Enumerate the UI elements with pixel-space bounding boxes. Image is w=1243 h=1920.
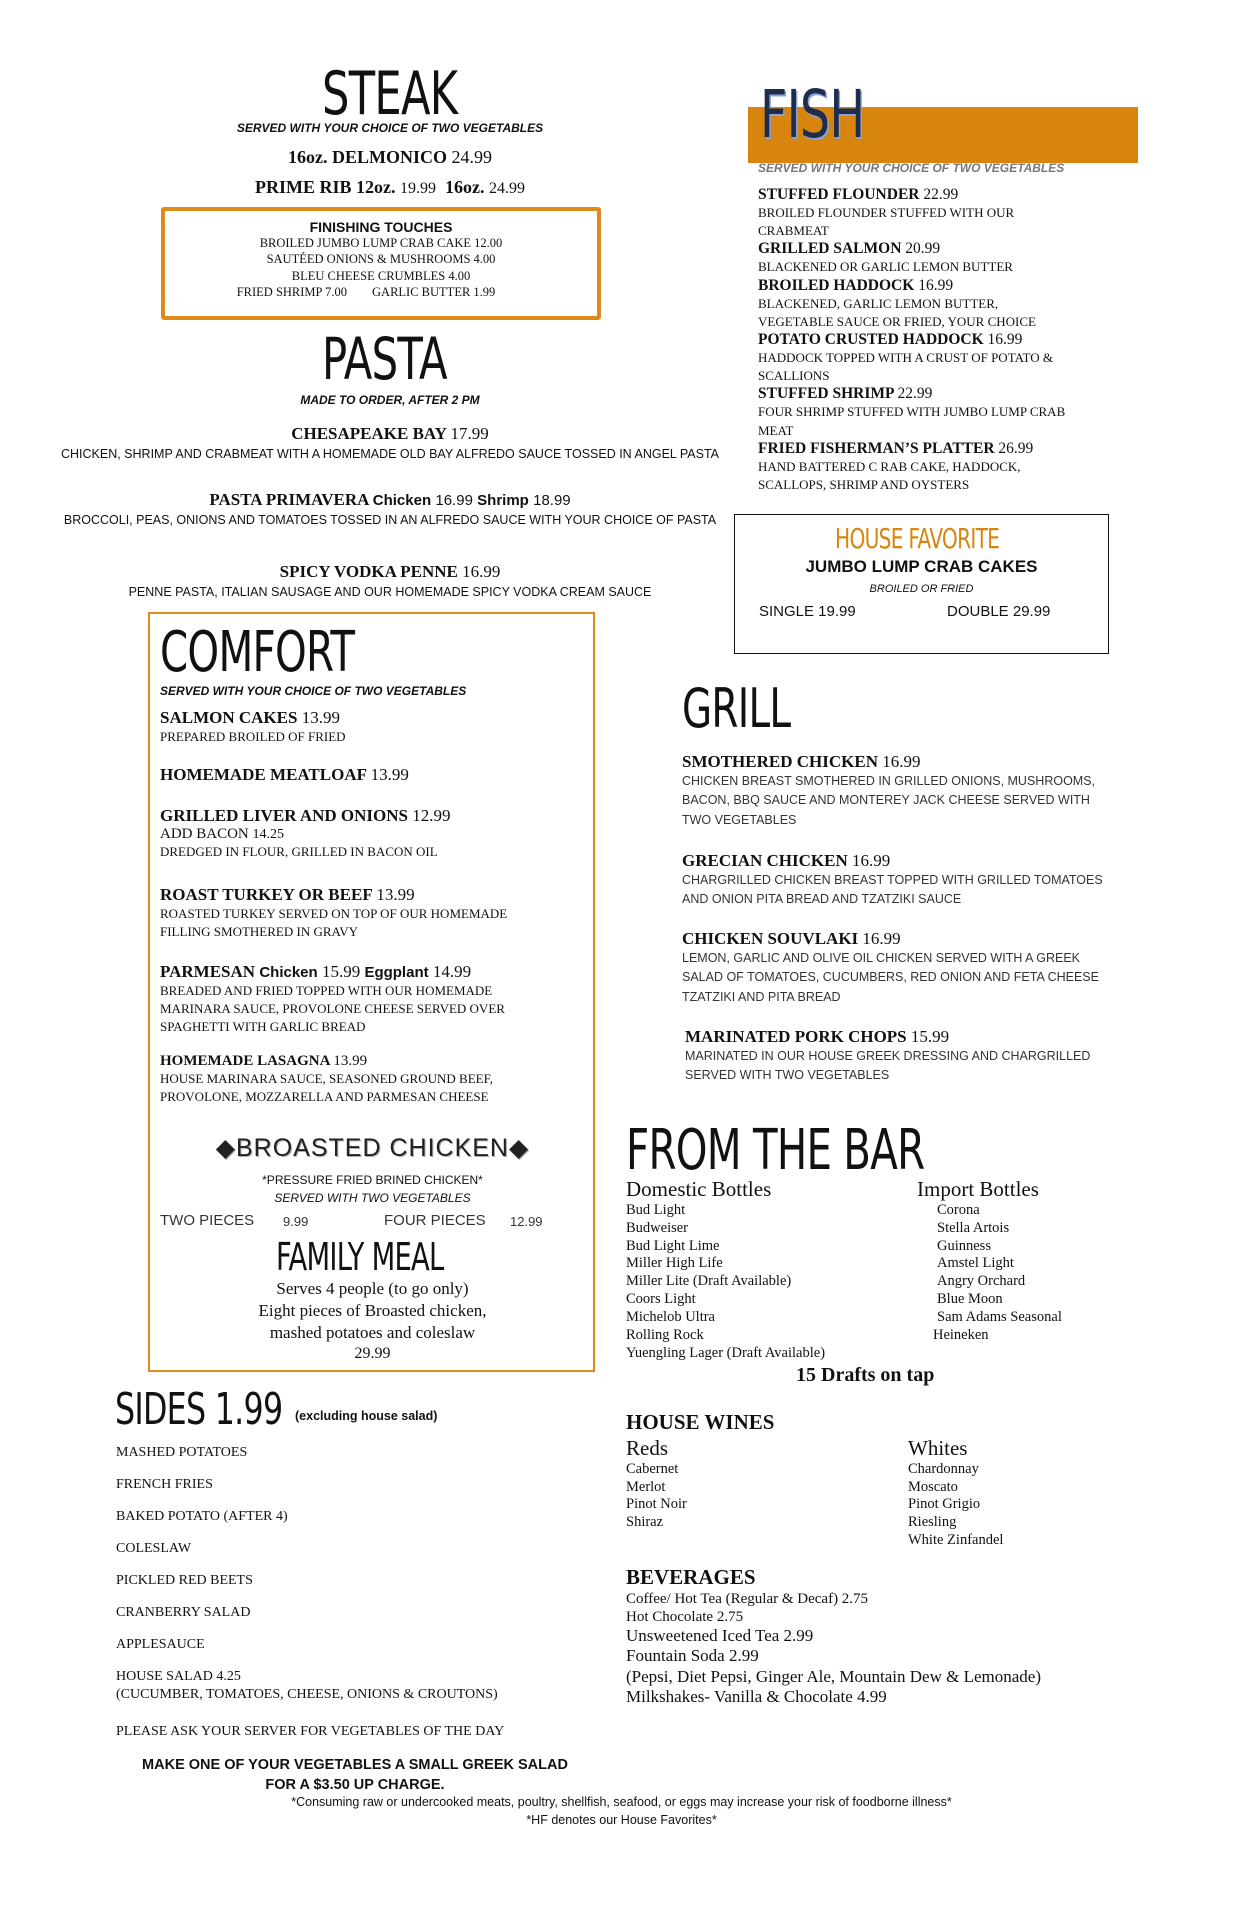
item-desc: ROASTED TURKEY SERVED ON TOP OF OUR HOMEMADE <box>160 906 508 921</box>
shrimp-label: Shrimp <box>477 492 529 509</box>
pasta-subtitle: MADE TO ORDER, AFTER 2 PM <box>300 393 480 407</box>
item-price: 13.99 <box>370 765 409 784</box>
four-pieces-price: 12.99 <box>510 1214 543 1229</box>
finishing-line <box>135 284 597 300</box>
grill-item <box>682 851 1122 910</box>
house-salad-item: HOUSE SALAD 4.25 <box>116 1669 241 1684</box>
crab-double-price: DOUBLE 29.99 <box>947 603 1051 620</box>
beer-item: Blue Moon <box>937 1291 1003 1308</box>
item-desc: HOUSE MARINARA SAUCE, SEASONED GROUND BEEF, <box>160 1071 494 1086</box>
fish-item <box>758 331 1118 385</box>
domestic-bottles-list <box>626 1202 825 1362</box>
crab-single-price: SINGLE 19.99 <box>759 603 856 620</box>
item-name: SPICY VODKA PENNE <box>279 562 458 581</box>
price-16oz: 24.99 <box>489 180 525 197</box>
side-item: BAKED POTATO (AFTER 4) <box>116 1509 288 1524</box>
add-bacon-price: 14.25 <box>252 827 285 842</box>
greek-salad-upcharge <box>60 1756 650 1795</box>
beer-item: Heineken <box>933 1326 989 1343</box>
chicken-label: Chicken <box>259 964 318 981</box>
chicken-price: 16.99 <box>435 492 473 509</box>
item-desc: HAND BATTERED C RAB CAKE, HADDOCK, <box>758 458 1021 474</box>
fish-item <box>758 440 1118 494</box>
item-name: FRIED FISHERMAN’S PLATTER <box>758 439 995 457</box>
side-item: CRANBERRY SALAD <box>116 1605 251 1620</box>
fried-shrimp: FRIED SHRIMP 7.00 <box>236 284 348 299</box>
item-desc: DREDGED IN FLOUR, GRILLED IN BACON OIL <box>160 844 438 859</box>
finishing-touches-title: FINISHING TOUCHES <box>309 219 453 235</box>
comfort-heading: COMFORT <box>160 620 355 685</box>
two-pieces-label: TWO PIECES <box>160 1212 255 1229</box>
wine-item: Shiraz <box>626 1514 664 1531</box>
item-name: POTATO CRUSTED HADDOCK <box>758 330 984 348</box>
item-desc: PROVOLONE, MOZZARELLA AND PARMESAN CHEESE <box>160 1089 489 1105</box>
fish-item <box>758 385 1118 439</box>
wine-item: Pinot Grigio <box>908 1496 981 1513</box>
item-desc: BACON, BBQ SAUCE AND MONTEREY JACK CHEESE SERVED WITH <box>682 793 1090 808</box>
item-price: 12.99 <box>412 806 451 825</box>
side-item: PICKLED RED BEETS <box>116 1573 253 1588</box>
wine-item: Pinot Noir <box>626 1496 687 1513</box>
item-price: 20.99 <box>905 240 941 258</box>
size-16oz: 16oz. <box>445 177 485 197</box>
food-safety-warning: *Consuming raw or undercooked meats, poultry, shellfish, seafood, or eggs may increase your risk of foodborne illness* <box>291 1795 952 1809</box>
beverage-item: Milkshakes- Vanilla & Chocolate 4.99 <box>626 1687 887 1707</box>
item-desc: BROILED FLOUNDER STUFFED WITH OUR <box>758 205 1015 220</box>
fish-items <box>758 186 1118 494</box>
price-12oz: 19.99 <box>400 180 436 197</box>
broasted-chicken-heading: ◆BROASTED CHICKEN◆ <box>215 1134 530 1162</box>
beer-item: Bud Light <box>626 1202 686 1218</box>
chesapeake-item <box>60 424 720 461</box>
steak-heading: STEAK <box>322 59 458 129</box>
from-the-bar-heading: FROM THE BAR <box>626 1118 925 1183</box>
item-price: 15.99 <box>910 1027 950 1046</box>
crab-cakes-name: JUMBO LUMP CRAB CAKES <box>805 557 1038 576</box>
item-name: GRILLED LIVER AND ONIONS <box>160 806 408 825</box>
fish-heading: FISH <box>760 76 865 153</box>
house-favorite-heading: HOUSE FAVORITE <box>835 522 1000 555</box>
beverage-item: Hot Chocolate 2.75 <box>626 1609 744 1625</box>
two-pieces-price: 9.99 <box>283 1214 309 1229</box>
item-desc: MARINATED IN OUR HOUSE GREEK DRESSING AND CHARGRILLED <box>685 1049 1091 1063</box>
wine-item: Riesling <box>908 1514 957 1531</box>
whites-list <box>908 1461 1003 1549</box>
eggplant-label: Eggplant <box>364 964 429 981</box>
item-desc: SPAGHETTI WITH GARLIC BREAD <box>160 1019 366 1035</box>
family-meal-heading: FAMILY MEAL <box>276 1235 444 1279</box>
item-name: HOMEMADE MEATLOAF <box>160 765 367 784</box>
family-line: mashed potatoes and coleslaw <box>269 1323 476 1343</box>
fish-item <box>758 186 1118 240</box>
item-desc: BREADED AND FRIED TOPPED WITH OUR HOMEMADE <box>160 983 493 998</box>
house-favorites-note: *HF denotes our House Favorites* <box>526 1813 717 1827</box>
add-bacon-label: ADD BACON <box>160 826 249 842</box>
item-desc: TWO VEGETABLES <box>682 812 797 827</box>
broasted-subtitle: *PRESSURE FRIED BRINED CHICKEN* <box>262 1173 483 1187</box>
item-desc: LEMON, GARLIC AND OLIVE OIL CHICKEN SERVED WITH A GREEK <box>682 951 1081 965</box>
fish-item <box>758 277 1118 331</box>
meatloaf-item <box>160 765 580 785</box>
item-name: CHESAPEAKE BAY <box>291 424 447 443</box>
item-desc: SALAD OF TOMATOES, CUCUMBERS, RED ONION AND FETA CHEESE <box>682 970 1099 985</box>
liver-onions-item <box>160 806 580 861</box>
beverages-heading: BEVERAGES <box>626 1565 756 1589</box>
item-price: 16.99 <box>862 929 901 948</box>
item-desc: FILLING SMOTHERED IN GRAVY <box>160 924 359 940</box>
side-item: FRENCH FRIES <box>116 1477 213 1492</box>
size-12oz: 12oz. <box>356 177 396 197</box>
lasagna-item <box>160 1053 580 1106</box>
finishing-line: SAUTÉED ONIONS & MUSHROOMS 4.00 <box>266 252 496 267</box>
item-price: 13.99 <box>301 708 340 727</box>
item-desc: TZATZIKI AND PITA BREAD <box>682 989 841 1004</box>
item-name: 16oz. DELMONICO <box>288 147 447 167</box>
beverage-item: Unsweetened Iced Tea 2.99 <box>626 1626 814 1645</box>
item-desc: MEAT <box>758 422 794 438</box>
house-wines-heading: HOUSE WINES <box>626 1410 775 1434</box>
chicken-price: 15.99 <box>321 962 361 981</box>
primavera-item <box>60 490 720 527</box>
family-price: 29.99 <box>354 1345 391 1363</box>
item-price: 16.99 <box>852 851 891 870</box>
finishing-touches-box <box>161 207 601 320</box>
whites-heading: Whites <box>908 1436 968 1460</box>
shrimp-price: 18.99 <box>533 492 571 509</box>
beer-item: Amstel Light <box>937 1255 1014 1272</box>
item-price: 24.99 <box>451 147 492 167</box>
fish-item <box>758 240 1118 276</box>
item-price: 13.99 <box>333 1053 368 1069</box>
salmon-cakes-item <box>160 708 580 746</box>
item-price: 22.99 <box>897 385 933 403</box>
item-name: PASTA PRIMAVERA <box>209 490 369 509</box>
item-name: GRECIAN CHICKEN <box>682 851 848 870</box>
item-name: PARMESAN <box>160 962 256 981</box>
sides-heading: SIDES 1.99 <box>115 1384 283 1435</box>
item-desc: AND ONION PITA BREAD AND TZATZIKI SAUCE <box>682 892 962 907</box>
side-item: APPLESAUCE <box>116 1637 205 1652</box>
wine-item: Cabernet <box>626 1461 679 1477</box>
item-name: BROILED HADDOCK <box>758 276 915 294</box>
item-desc: PREPARED BROILED OF FRIED <box>160 729 346 744</box>
vodka-penne-item <box>60 562 720 599</box>
vegetables-of-day-note: PLEASE ASK YOUR SERVER FOR VEGETABLES OF THE DAY <box>116 1724 505 1739</box>
beer-item: Rolling Rock <box>626 1326 704 1343</box>
family-line: Serves 4 people (to go only) <box>276 1279 469 1298</box>
four-pieces-label: FOUR PIECES <box>384 1212 486 1229</box>
greek-line: FOR A $3.50 UP CHARGE. <box>265 1776 445 1793</box>
grill-item <box>685 1027 1125 1086</box>
beer-item: Guinness <box>937 1237 991 1254</box>
item-desc: SCALLIONS <box>758 368 830 384</box>
roast-turkey-item <box>160 885 580 941</box>
grill-heading: GRILL <box>682 677 791 740</box>
item-desc: MARINARA SAUCE, PROVOLONE CHEESE SERVED OVER <box>160 1001 505 1017</box>
eggplant-price: 14.99 <box>432 962 472 981</box>
beer-item: Corona <box>937 1202 980 1218</box>
finishing-line: BROILED JUMBO LUMP CRAB CAKE 12.00 <box>259 236 503 250</box>
beverages-list <box>626 1590 1041 1708</box>
domestic-bottles-heading: Domestic Bottles <box>626 1177 772 1201</box>
item-price: 26.99 <box>998 439 1034 457</box>
import-bottles-list <box>933 1202 1062 1345</box>
wine-item: Chardonnay <box>908 1461 979 1477</box>
beer-item: Coors Light <box>626 1291 696 1308</box>
greek-line: MAKE ONE OF YOUR VEGETABLES A SMALL GREEK SALAD <box>142 1757 568 1773</box>
item-desc: CHICKEN BREAST SMOTHERED IN GRILLED ONIONS, MUSHROOMS, <box>682 774 1096 788</box>
item-name: SMOTHERED CHICKEN <box>682 752 878 771</box>
item-desc: PENNE PASTA, ITALIAN SAUSAGE AND OUR HOMEMADE SPICY VODKA CREAM SAUCE <box>128 585 652 599</box>
item-name: HOMEMADE LASAGNA <box>160 1053 330 1069</box>
item-desc: BROCCOLI, PEAS, ONIONS AND TOMATOES TOSSED IN AN ALFREDO SAUCE WITH YOUR CHOICE OF PASTA <box>63 513 717 527</box>
item-name: MARINATED PORK CHOPS <box>685 1027 907 1046</box>
beer-item: Bud Light Lime <box>626 1237 720 1254</box>
wine-item: White Zinfandel <box>908 1531 1004 1548</box>
item-desc: BLACKENED, GARLIC LEMON BUTTER, <box>758 295 999 311</box>
family-meal-desc <box>150 1278 595 1365</box>
drafts-on-tap: 15 Drafts on tap <box>796 1364 935 1386</box>
pasta-heading: PASTA <box>322 325 447 393</box>
item-name: STUFFED FLOUNDER <box>758 186 920 203</box>
item-desc: VEGETABLE SAUCE OR FRIED, YOUR CHOICE <box>758 313 1036 329</box>
item-name: GRILLED SALMON <box>758 240 902 258</box>
item-name: SALMON CAKES <box>160 708 298 727</box>
comfort-subtitle: SERVED WITH YOUR CHOICE OF TWO VEGETABLES <box>160 684 467 698</box>
beer-item: Budweiser <box>626 1219 689 1236</box>
beer-item: Stella Artois <box>937 1219 1010 1236</box>
beer-item: Angry Orchard <box>937 1273 1026 1290</box>
item-desc: CRABMEAT <box>758 223 829 239</box>
garlic-butter: GARLIC BUTTER 1.99 <box>372 284 496 299</box>
item-desc: BLACKENED OR GARLIC LEMON BUTTER <box>758 259 1013 275</box>
item-price: 16.99 <box>882 752 921 771</box>
family-line: Eight pieces of Broasted chicken, <box>258 1301 487 1321</box>
side-item: MASHED POTATOES <box>116 1445 248 1460</box>
prime-rib-item <box>160 177 620 198</box>
beverage-item: (Pepsi, Diet Pepsi, Ginger Ale, Mountain Dew & Lemonade) <box>626 1666 1042 1686</box>
import-bottles-heading: Import Bottles <box>917 1177 1039 1201</box>
beverage-item: Coffee/ Hot Tea (Regular & Decaf) 2.75 <box>626 1591 869 1607</box>
item-name: CHICKEN SOUVLAKI <box>682 929 859 948</box>
house-favorite-box <box>734 514 1109 654</box>
steak-subtitle: SERVED WITH YOUR CHOICE OF TWO VEGETABLES <box>236 121 544 135</box>
item-desc: CHICKEN, SHRIMP AND CRABMEAT WITH A HOMEMADE OLD BAY ALFREDO SAUCE TOSSED IN ANGEL PASTA <box>60 447 720 461</box>
item-price: 13.99 <box>376 885 415 904</box>
beer-item: Michelob Ultra <box>626 1308 715 1325</box>
item-price: 16.99 <box>462 562 501 581</box>
wine-item: Merlot <box>626 1478 666 1495</box>
grill-item <box>682 929 1122 1007</box>
item-price: 16.99 <box>918 276 954 294</box>
item-price: 16.99 <box>987 330 1023 348</box>
item-desc: FOUR SHRIMP STUFFED WITH JUMBO LUMP CRAB <box>758 404 1066 420</box>
chicken-label: Chicken <box>372 492 432 509</box>
broasted-subtitle-2: SERVED WITH TWO VEGETABLES <box>274 1191 471 1205</box>
item-name: PRIME RIB <box>254 177 352 197</box>
grill-item <box>682 752 1122 830</box>
reds-list <box>626 1461 687 1532</box>
parmesan-item <box>160 962 580 1037</box>
item-desc: SCALLOPS, SHRIMP AND OYSTERS <box>758 476 970 492</box>
beverage-item: Fountain Soda 2.99 <box>626 1646 759 1666</box>
item-name: ROAST TURKEY OR BEEF <box>160 885 373 904</box>
item-desc: CHARGRILLED CHICKEN BREAST TOPPED WITH GRILLED TOMATOES <box>682 873 1103 887</box>
item-desc: HADDOCK TOPPED WITH A CRUST OF POTATO & <box>758 349 1054 365</box>
item-name: STUFFED SHRIMP <box>758 385 894 403</box>
wine-item: Moscato <box>908 1478 958 1495</box>
fish-subtitle: SERVED WITH YOUR CHOICE OF TWO VEGETABLES <box>758 161 1065 175</box>
item-price: 22.99 <box>923 186 959 203</box>
crab-cakes-sub: BROILED OR FRIED <box>869 583 974 595</box>
beer-item: Sam Adams Seasonal <box>937 1308 1062 1325</box>
item-desc: SERVED WITH TWO VEGETABLES <box>685 1068 890 1083</box>
reds-heading: Reds <box>626 1436 668 1460</box>
beer-item: Miller Lite (Draft Available) <box>626 1273 792 1290</box>
delmonico-item <box>160 147 620 168</box>
beer-item: Yuengling Lager (Draft Available) <box>626 1344 826 1361</box>
item-price: 17.99 <box>450 424 489 443</box>
side-item: COLESLAW <box>116 1541 192 1556</box>
beer-item: Miller High Life <box>626 1255 723 1272</box>
sides-note: (excluding house salad) <box>295 1409 438 1423</box>
house-salad-desc: (CUCUMBER, TOMATOES, CHEESE, ONIONS & CROUTONS) <box>116 1687 498 1702</box>
finishing-line: BLEU CHEESE CRUMBLES 4.00 <box>291 268 471 283</box>
